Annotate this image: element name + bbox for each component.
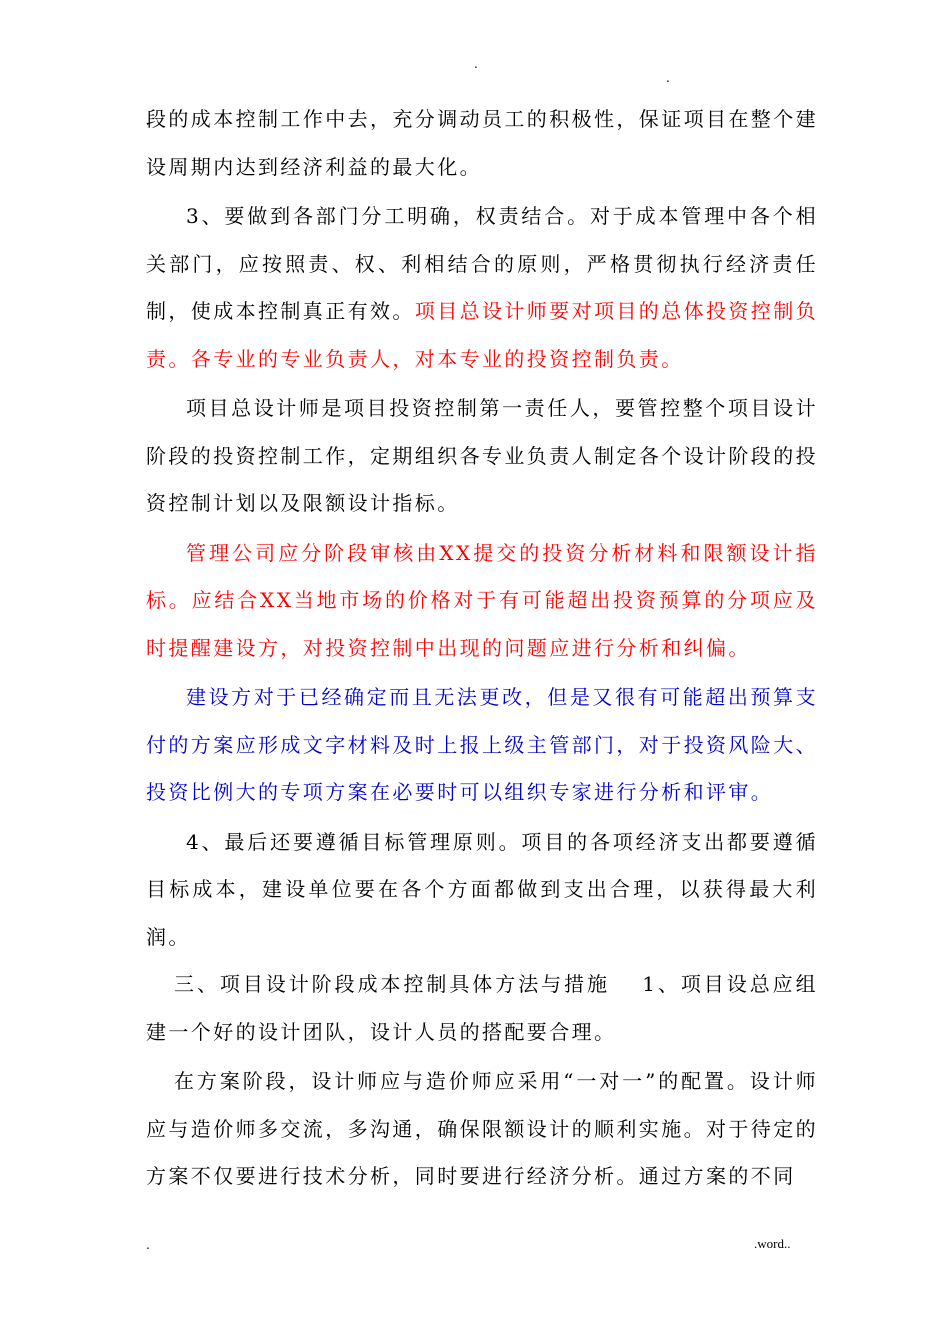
paragraph-6: 4、最后还要遵循目标管理原则。项目的各项经济支出都要遵循目标成本，建设单位要在各个方面都做到支出合理，以获得最大利润。	[146, 829, 818, 949]
paragraph-2-highlight: 项目总设计师要对项目的总体投资控制负责。各专业的专业负责人，对本专业的投资控制负责。	[146, 299, 819, 371]
paragraph-2	[146, 193, 818, 383]
header-dot-left: .	[474, 57, 478, 71]
paragraph-4: 管理公司应分阶段审核由XX提交的投资分析材料和限额设计指标。应结合XX当地市场的价格对于有可能超出投资预算的分项应及时提醒建设方，对投资控制中出现的问题应进行分析和纠偏。	[146, 540, 818, 660]
footer-word: .word..	[754, 1236, 791, 1251]
header-dot-right: .	[666, 71, 670, 85]
paragraph-1: 段的成本控制工作中去，充分调动员工的积极性，保证项目在整个建设周期内达到经济利益的最大化。	[146, 107, 818, 179]
paragraph-3: 项目总设计师是项目投资控制第一责任人，要管控整个项目设计阶段的投资控制工作，定期组织各专业负责人制定各个设计阶段的投资控制计划以及限额设计指标。	[146, 396, 818, 515]
document-body	[146, 96, 818, 1201]
footer-dot: .	[146, 1238, 150, 1252]
paragraph-2-text: 3、要做到各部门分工明确，权责结合。对于成本管理中各个相关部门，应按照责、权、利相结合的原则，严格贯彻执行经济责任制，使成本控制真正有效。	[146, 204, 818, 323]
paragraph-8: 在方案阶段，设计师应与造价师应采用“一对一”的配置。设计师应与造价师多交流，多沟通，确保限额设计的顺利实施。对于待定的方案不仅要进行技术分析，同时要进行经济分析。通过方案的不同	[146, 1069, 818, 1188]
paragraph-5: 建设方对于已经确定而且无法更改，但是又很有可能超出预算支付的方案应形成文字材料及时上报上级主管部门，对于投资风险大、投资比例大的专项方案在必要时可以组织专家进行分析和评审。	[146, 685, 818, 804]
paragraph-7: 三、项目设计阶段成本控制具体方法与措施 1、项目设总应组建一个好的设计团队，设计人员的搭配要合理。	[146, 972, 818, 1044]
